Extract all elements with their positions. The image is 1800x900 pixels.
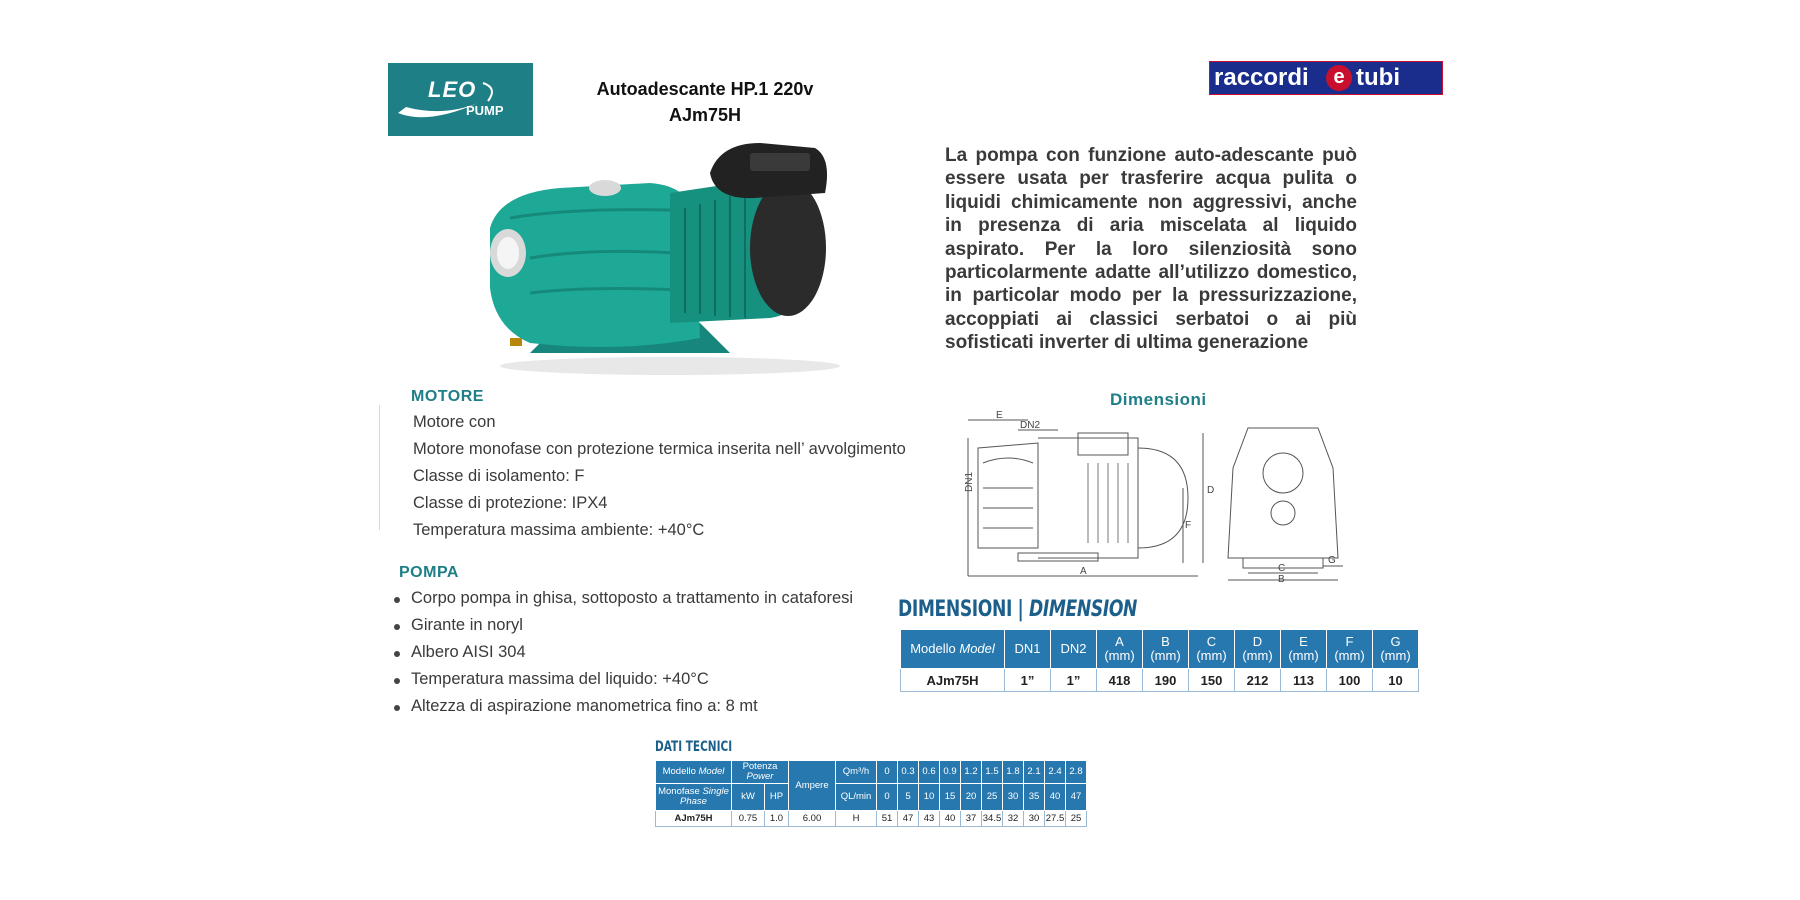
table-cell: 43: [919, 811, 940, 827]
table-header: Modello Model: [901, 630, 1005, 669]
table-cell: 150: [1189, 669, 1235, 692]
table-cell: 1.5: [982, 761, 1003, 784]
table-cell: 0: [877, 761, 898, 784]
table-cell: AJm75H: [656, 811, 732, 827]
list-item: Altezza di aspirazione manometrica fino a: 8 mt: [411, 693, 853, 720]
table-header: G (mm): [1373, 630, 1419, 669]
dimensioni-title: Dimensioni: [1110, 390, 1207, 409]
product-title: [560, 76, 850, 128]
table-cell: H: [836, 811, 877, 827]
partner-logo-e: e: [1326, 65, 1352, 91]
list-item: Temperatura massima del liquido: +40°C: [411, 666, 853, 693]
table-header: A (mm): [1097, 630, 1143, 669]
product-description: La pompa con funzione auto-adescante può essere usata per trasferire acqua pulita o liquidi chimicamente non aggressivi, anche in presenza di aria miscelata al liquido aspirato. Per la loro silenziosità sono particolarmente adatte all’utilizzo domestico, in particolar modo per la pressurizzazione, accoppiati ai classici serbatoi o ai più sofisticati inverter di ultima generazione: [945, 145, 1357, 354]
table-row: [901, 669, 1419, 692]
table-header: Qm³/h: [836, 761, 877, 784]
motore-title: MOTORE: [411, 388, 484, 405]
table-cell: 0.75: [732, 811, 765, 827]
table-header: Ampere: [789, 761, 836, 811]
leo-pump-logo: [388, 63, 533, 136]
dim-label-g: G: [1328, 555, 1336, 566]
table-header: Monofase Single Phase: [656, 784, 732, 811]
table-header: B (mm): [1143, 630, 1189, 669]
table-cell: 27.5: [1045, 811, 1066, 827]
table-header: Potenza Power: [732, 761, 789, 784]
table-cell: 1”: [1051, 669, 1097, 692]
dim-label-d: D: [1207, 485, 1215, 496]
dim-label-e: E: [996, 410, 1003, 421]
table-cell: 35: [1024, 784, 1045, 811]
table-header: kW: [732, 784, 765, 811]
table-cell: 1.2: [961, 761, 982, 784]
table-cell: AJm75H: [901, 669, 1005, 692]
dimension-table: [900, 629, 1419, 692]
list-item: Temperatura massima ambiente: +40°C: [413, 517, 906, 539]
table-cell: 32: [1003, 811, 1024, 827]
dim-label-c: C: [1278, 563, 1286, 574]
table-cell: 2.4: [1045, 761, 1066, 784]
table-cell: 10: [919, 784, 940, 811]
table-cell: 418: [1097, 669, 1143, 692]
motore-list: [413, 409, 906, 539]
table-row: [656, 784, 1087, 811]
list-item: Corpo pompa in ghisa, sottoposto a trattamento in cataforesi: [411, 585, 853, 612]
table-cell: 47: [1066, 784, 1087, 811]
table-header: QL/min: [836, 784, 877, 811]
table-cell: 40: [1045, 784, 1066, 811]
table-row: [656, 761, 1087, 784]
table-cell: 25: [982, 784, 1003, 811]
product-model: AJm75H: [668, 105, 742, 125]
logo-sub: PUMP: [466, 103, 504, 118]
dim-label-dn1: DN1: [964, 471, 975, 492]
table-cell: 113: [1281, 669, 1327, 692]
table-cell: 15: [940, 784, 961, 811]
partner-logo-right: tubi: [1356, 64, 1400, 91]
table-header: HP: [764, 784, 788, 811]
table-cell: 1.8: [1003, 761, 1024, 784]
table-cell: 190: [1143, 669, 1189, 692]
table-row: [656, 811, 1087, 827]
dim-label-a: A: [1080, 566, 1087, 577]
motore-divider: [379, 405, 380, 530]
table-cell: 51: [877, 811, 898, 827]
table-header: E (mm): [1281, 630, 1327, 669]
dim-label-b: B: [1278, 574, 1285, 583]
list-item: Albero AISI 304: [411, 639, 853, 666]
pompa-list: [411, 585, 853, 720]
table-header: DN2: [1051, 630, 1097, 669]
table-cell: 47: [898, 811, 919, 827]
table-cell: 30: [1024, 811, 1045, 827]
table-cell: 2.1: [1024, 761, 1045, 784]
table-cell: 25: [1066, 811, 1087, 827]
table-cell: 5: [898, 784, 919, 811]
list-item: Motore monofase con protezione termica inserita nell’ avvolgimento: [413, 436, 906, 463]
table-header: DN1: [1005, 630, 1051, 669]
list-item: Classe di protezione: IPX4: [413, 490, 906, 517]
dimension-banner-bold: DIMENSIONI |: [898, 597, 1030, 622]
table-cell: 2.8: [1066, 761, 1087, 784]
table-cell: 37: [961, 811, 982, 827]
table-cell: 0.9: [940, 761, 961, 784]
tech-table: [655, 760, 1087, 827]
table-header: D (mm): [1235, 630, 1281, 669]
logo-brand: LEO: [428, 77, 477, 102]
list-item: Girante in noryl: [411, 612, 853, 639]
table-cell: 40: [940, 811, 961, 827]
table-cell: 1.0: [764, 811, 788, 827]
table-cell: 34.5: [982, 811, 1003, 827]
dim-label-dn2: DN2: [1020, 420, 1041, 431]
table-cell: 100: [1327, 669, 1373, 692]
dimension-banner: [898, 597, 1137, 622]
table-header-row: [901, 630, 1419, 669]
table-header: C (mm): [1189, 630, 1235, 669]
pump-image: [470, 138, 870, 378]
table-cell: 0: [877, 784, 898, 811]
table-header: Modello Model: [656, 761, 732, 784]
raccordi-e-tubi-logo: [1209, 61, 1443, 95]
table-cell: 30: [1003, 784, 1024, 811]
dim-label-f: F: [1185, 520, 1192, 531]
list-item: Classe di isolamento: F: [413, 463, 906, 490]
dati-tecnici-banner: DATI TECNICI: [655, 739, 733, 755]
dimension-banner-italic: DIMENSION: [1029, 597, 1137, 622]
dimension-drawing: [958, 408, 1358, 583]
partner-logo-left: raccordi: [1214, 64, 1309, 91]
table-cell: 6.00: [789, 811, 836, 827]
table-cell: 10: [1373, 669, 1419, 692]
table-cell: 20: [961, 784, 982, 811]
table-header: F (mm): [1327, 630, 1373, 669]
table-cell: 212: [1235, 669, 1281, 692]
pompa-title: POMPA: [399, 564, 459, 581]
product-title-line1: Autoadescante HP.1 220v: [596, 79, 814, 99]
table-cell: 0.6: [919, 761, 940, 784]
table-cell: 1”: [1005, 669, 1051, 692]
table-cell: 0.3: [898, 761, 919, 784]
list-item: Motore con: [413, 409, 906, 436]
